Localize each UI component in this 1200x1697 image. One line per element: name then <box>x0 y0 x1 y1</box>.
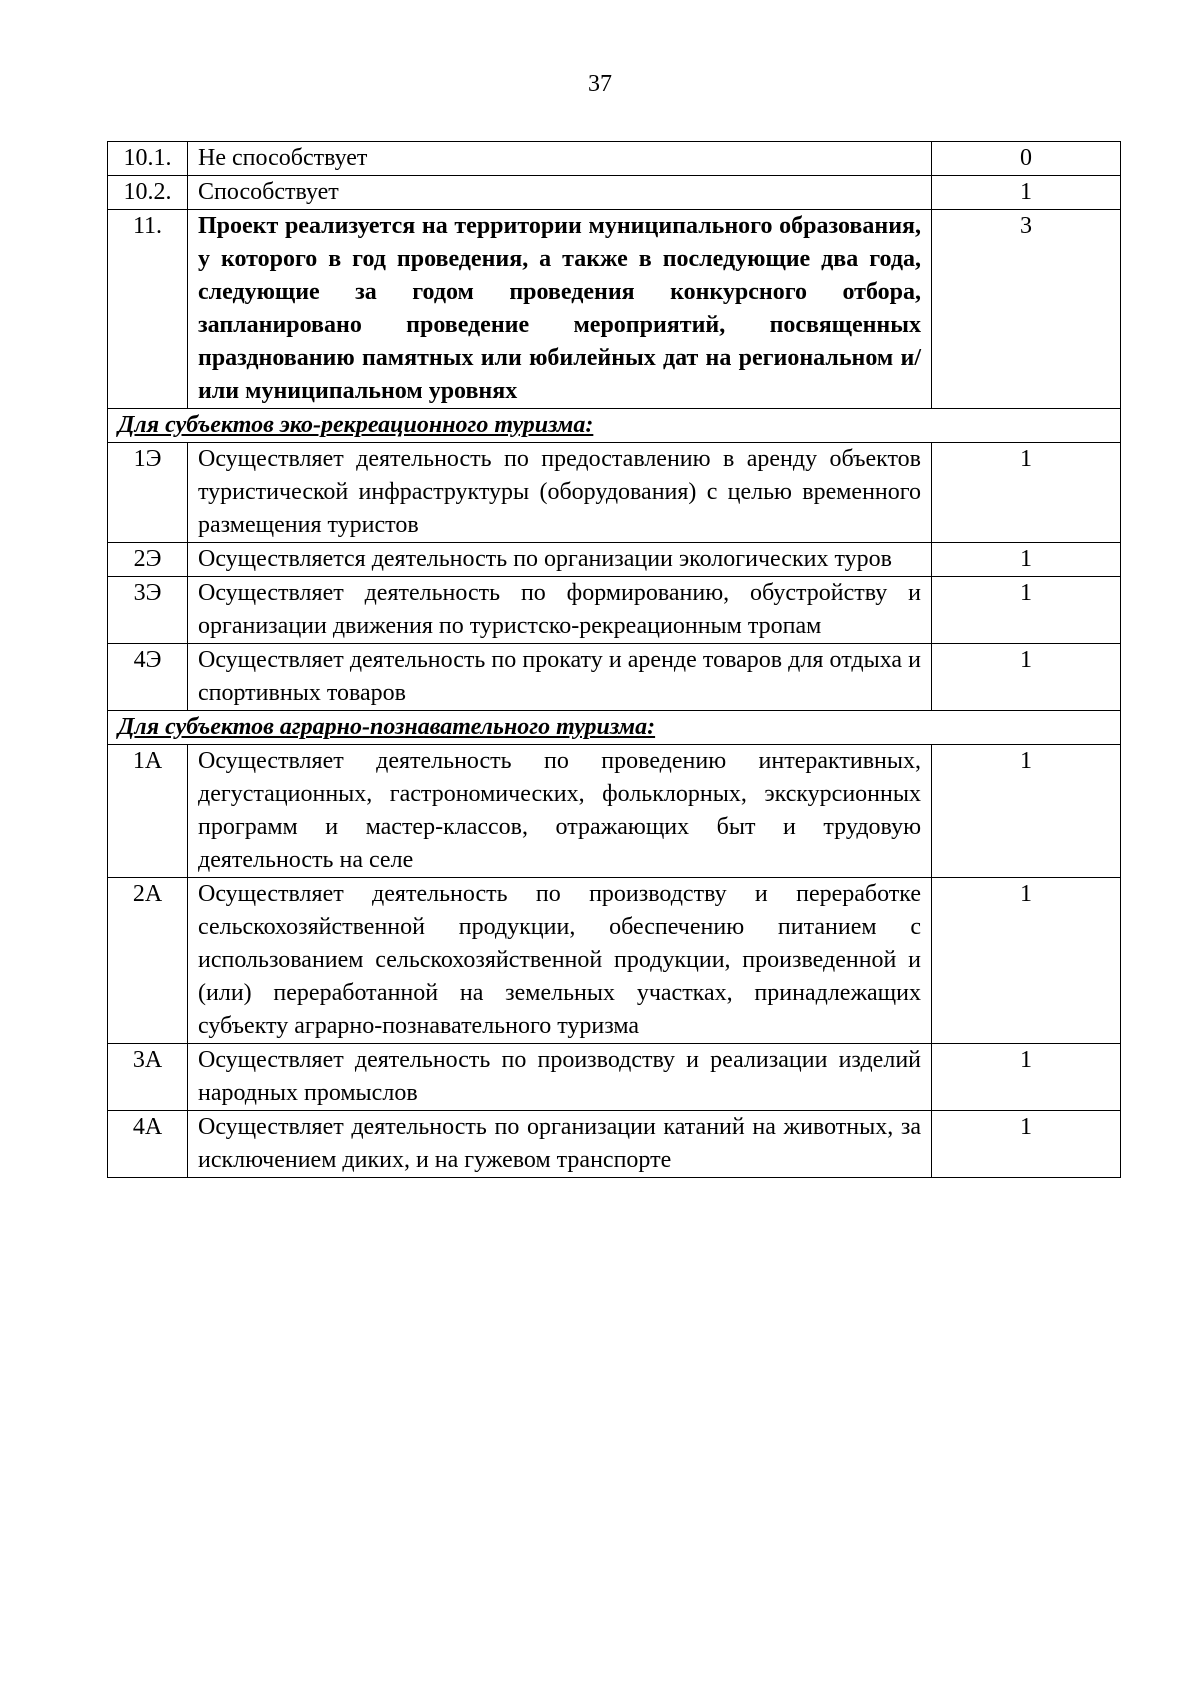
table-row <box>108 577 1121 644</box>
criterion-text: Проект реализуется на территории муниципального образования, у которого в год проведения, а также в последующие два года, следующие за годом проведения конкурсного отбора, запланировано проведение мероприятий, посвященных празднованию памятных или юбилейных дат на региональном и/или муниципальном уровнях <box>188 210 932 409</box>
criterion-number: 4А <box>108 1111 188 1178</box>
table-row <box>108 176 1121 210</box>
criterion-score: 1 <box>932 644 1121 711</box>
criterion-number: 10.2. <box>108 176 188 210</box>
table-row <box>108 210 1121 409</box>
criterion-score: 1 <box>932 543 1121 577</box>
table-row <box>108 142 1121 176</box>
criterion-score: 1 <box>932 577 1121 644</box>
criterion-text: Осуществляет деятельность по предоставлению в аренду объектов туристической инфраструктуры (оборудования) с целью временного размещения туристов <box>188 443 932 543</box>
criterion-score: 3 <box>932 210 1121 409</box>
criterion-score: 1 <box>932 1044 1121 1111</box>
table-row <box>108 878 1121 1044</box>
criterion-number: 1А <box>108 745 188 878</box>
section-title: Для субъектов эко-рекреационного туризма: <box>108 409 1121 443</box>
section-title: Для субъектов аграрно-познавательного туризма: <box>108 711 1121 745</box>
criterion-number: 3Э <box>108 577 188 644</box>
criterion-number: 2А <box>108 878 188 1044</box>
criterion-score: 1 <box>932 878 1121 1044</box>
criterion-text: Способствует <box>188 176 932 210</box>
table-row <box>108 1111 1121 1178</box>
criterion-score: 1 <box>932 443 1121 543</box>
criterion-text: Осуществляется деятельность по организации экологических туров <box>188 543 932 577</box>
criterion-number: 2Э <box>108 543 188 577</box>
criterion-number: 11. <box>108 210 188 409</box>
criterion-text: Осуществляет деятельность по производству и реализации изделий народных промыслов <box>188 1044 932 1111</box>
criterion-score: 1 <box>932 176 1121 210</box>
section-header-row <box>108 409 1121 443</box>
criterion-number: 1Э <box>108 443 188 543</box>
criterion-text: Осуществляет деятельность по прокату и аренде товаров для отдыха и спортивных товаров <box>188 644 932 711</box>
criteria-table <box>107 141 1121 1178</box>
criterion-text: Осуществляет деятельность по формированию, обустройству и организации движения по туристско-рекреационным тропам <box>188 577 932 644</box>
criterion-number: 3А <box>108 1044 188 1111</box>
criterion-text: Не способствует <box>188 142 932 176</box>
table-row <box>108 543 1121 577</box>
criterion-number: 10.1. <box>108 142 188 176</box>
criterion-score: 1 <box>932 1111 1121 1178</box>
criterion-text: Осуществляет деятельность по проведению интерактивных, дегустационных, гастрономических, фольклорных, экскурсионных программ и мастер-классов, отражающих быт и трудовую деятельность на селе <box>188 745 932 878</box>
criterion-text: Осуществляет деятельность по организации катаний на животных, за исключением диких, и на гужевом транспорте <box>188 1111 932 1178</box>
table-row <box>108 745 1121 878</box>
criterion-score: 0 <box>932 142 1121 176</box>
criteria-table-body <box>108 142 1121 1178</box>
page-number: 37 <box>588 71 612 97</box>
criterion-score: 1 <box>932 745 1121 878</box>
criterion-text: Осуществляет деятельность по производству и переработке сельскохозяйственной продукции, обеспечению питанием с использованием сельскохозяйственной продукции, произведенной и (или) переработанной на земельных участках, принадлежащих субъекту аграрно-познавательного туризма <box>188 878 932 1044</box>
table-row <box>108 1044 1121 1111</box>
criterion-number: 4Э <box>108 644 188 711</box>
table-row <box>108 443 1121 543</box>
section-header-row <box>108 711 1121 745</box>
table-row <box>108 644 1121 711</box>
